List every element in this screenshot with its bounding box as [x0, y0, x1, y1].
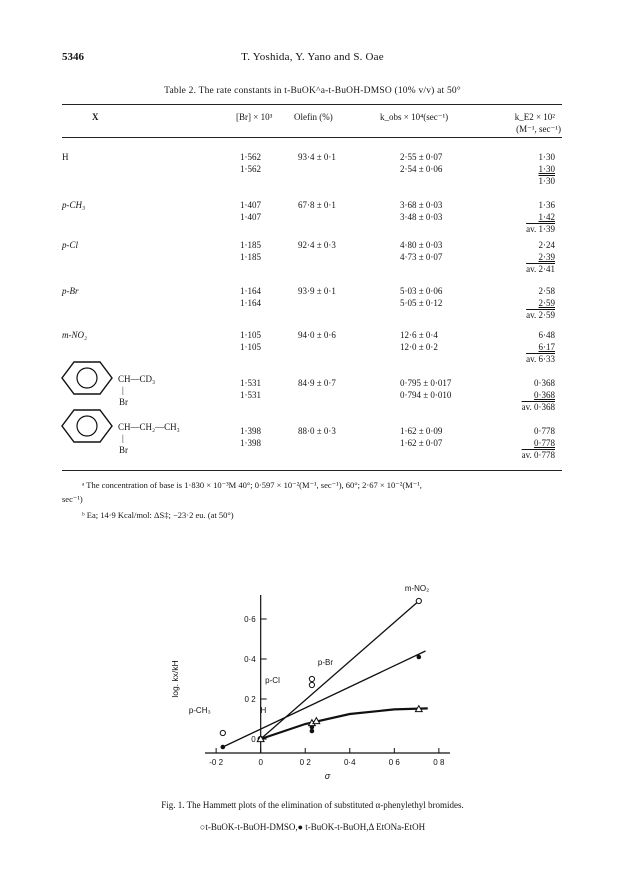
cell-br: 1·105 — [240, 342, 261, 352]
cell-x: H — [62, 152, 69, 162]
data-point-filled-circle — [221, 745, 226, 750]
cell-br: 1·531 — [240, 378, 261, 388]
cell-olefin: 67·8 ± 0·1 — [298, 200, 336, 210]
point-label: p-Br — [317, 658, 334, 667]
cell-olefin: 84·9 ± 0·7 — [298, 378, 336, 388]
point-label: H — [260, 706, 267, 715]
cell-kobs: 5·03 ± 0·06 — [400, 286, 443, 296]
cell-x: CH—CD₃ — [118, 374, 156, 384]
cell-olefin: 88·0 ± 0·3 — [298, 426, 336, 436]
x-tick-label: 0 8 — [433, 758, 445, 767]
cell-ke2: 6·48 — [538, 330, 555, 340]
cell-br: 1·531 — [240, 390, 261, 400]
cell-ke2: 0·368 — [534, 390, 555, 400]
cell-kobs: 1·62 ± 0·09 — [400, 426, 443, 436]
cell-ke2: 1·30 — [538, 152, 555, 162]
cell-x: m-NO₂ — [62, 330, 88, 340]
col-header-br: [Br] × 10³ — [236, 112, 273, 122]
footnote-a: ᵃ The concentration of base is 1·830 × 10⁻³M 40°; 0·597 × 10⁻²(M⁻¹, sec⁻¹), 60°; 2·67 × 10⁻²(M⁻¹, — [82, 480, 422, 490]
cell-kobs: 3·68 ± 0·03 — [400, 200, 443, 210]
data-point-filled-circle — [417, 655, 422, 660]
x-tick-label: 0 2 — [299, 758, 311, 767]
cell-ke2: 2·59 — [538, 298, 555, 308]
cell-ke2: 0·778 — [534, 426, 555, 436]
figure-caption: Fig. 1. The Hammett plots of the elimination of substituted α-phenylethyl bromides. — [161, 800, 464, 810]
cell-ke2: 1·42 — [538, 212, 555, 222]
cell-br: 1·407 — [240, 212, 261, 222]
cell-ke2-avg: av. 1·39 — [526, 224, 555, 234]
cell-x: p-Cl — [62, 240, 79, 250]
point-label: m-NO₂ — [404, 585, 430, 593]
cell-kobs: 0·795 ± 0·017 — [400, 378, 452, 388]
cell-ke2-avg: av. 6·33 — [526, 354, 555, 364]
cell-br: 1·398 — [240, 438, 261, 448]
legend-label: t-BuOK-t-BuOH-DMSO, — [205, 822, 298, 832]
fit-curve — [261, 708, 428, 739]
legend-marker: ○ — [199, 822, 206, 832]
point-label: p-Cl — [265, 676, 280, 685]
cell-ke2: 2·24 — [538, 240, 555, 250]
table-caption: Table 2. The rate constants in t-BuOK^a-t-BuOH-DMSO (10% v/v) at 50° — [164, 86, 461, 96]
cell-ke2: 2·58 — [538, 286, 555, 296]
x-tick-label: 0·4 — [343, 758, 356, 767]
y-tick-label: 0·4 — [244, 655, 256, 664]
cell-kobs: 2·55 ± 0·07 — [400, 152, 443, 162]
cell-ke2: 6·17 — [538, 342, 555, 352]
cell-ke2-avg: 1·30 — [538, 176, 555, 186]
point-label: p-CH₃ — [188, 706, 211, 715]
cell-kobs: 4·73 ± 0·07 — [400, 252, 443, 262]
data-point-open-circle — [309, 676, 314, 681]
x-axis-label: σ — [324, 771, 331, 781]
legend-marker: ● — [297, 822, 304, 832]
cell-kobs: 5·05 ± 0·12 — [400, 298, 443, 308]
cell-ke2-avg: av. 0·778 — [521, 450, 555, 460]
cell-kobs: 12·0 ± 0·2 — [400, 342, 438, 352]
legend-marker: Δ — [368, 822, 374, 832]
footnote-b: ᵇ Ea; 14·9 Kcal/mol: ΔS‡; −23·2 eu. (at 50°) — [82, 510, 234, 520]
page-number: 5346 — [62, 51, 84, 63]
cell-br: 1·407 — [240, 200, 261, 210]
x-tick-label: 0 — [258, 758, 263, 767]
data-point-open-circle — [309, 682, 314, 687]
figure-legend — [0, 822, 625, 832]
cell-br: 1·185 — [240, 240, 261, 250]
cell-ke2: 1·30 — [538, 164, 555, 174]
cell-ke2: 0·778 — [534, 438, 555, 448]
cell-ke2-avg: av. 2·59 — [526, 310, 555, 320]
col-header-olefin: Olefin (%) — [294, 112, 333, 122]
cell-x-bond: | — [122, 385, 124, 395]
legend-label: EtONa-EtOH — [373, 822, 426, 832]
cell-kobs: 1·62 ± 0·07 — [400, 438, 443, 448]
cell-br: 1·164 — [240, 298, 261, 308]
cell-olefin: 93·9 ± 0·1 — [298, 286, 336, 296]
cell-x: p-CH₃ — [62, 200, 86, 210]
x-tick-label: -0 2 — [209, 758, 224, 767]
cell-olefin: 94·0 ± 0·6 — [298, 330, 336, 340]
table-header-rule — [62, 137, 562, 138]
cell-x-sub: Br — [119, 397, 128, 407]
cell-br: 1·398 — [240, 426, 261, 436]
table-bottom-rule — [62, 470, 562, 471]
cell-ke2: 2·39 — [538, 252, 555, 262]
cell-olefin: 92·4 ± 0·3 — [298, 240, 336, 250]
y-tick-label: 0 2 — [244, 695, 256, 704]
data-point-filled-circle — [310, 729, 315, 734]
benzene-ring-icon — [60, 360, 118, 396]
benzene-ring-icon — [60, 408, 118, 444]
cell-ke2-avg: av. 0·368 — [521, 402, 555, 412]
col-header-kobs: k_obs × 10⁴(sec⁻¹) — [380, 112, 449, 122]
col-header-ke2: k_E2 × 10² — [514, 112, 555, 122]
cell-x-sub: Br — [119, 445, 128, 455]
cell-ke2: 1·36 — [538, 200, 555, 210]
cell-kobs: 0·794 ± 0·010 — [400, 390, 452, 400]
cell-br: 1·105 — [240, 330, 261, 340]
cell-kobs: 2·54 ± 0·06 — [400, 164, 443, 174]
y-tick-label: 0·6 — [244, 615, 256, 624]
cell-kobs: 4·80 ± 0·03 — [400, 240, 443, 250]
y-tick-label: 0 — [251, 735, 256, 744]
running-authors: T. Yoshida, Y. Yano and S. Oae — [241, 51, 384, 63]
cell-br: 1·562 — [240, 152, 261, 162]
col-header-ke2-units: (M⁻¹, sec⁻¹) — [516, 124, 561, 134]
footnote-a-cont: sec⁻¹) — [62, 494, 83, 504]
cell-br: 1·185 — [240, 252, 261, 262]
legend-label: t-BuOK-t-BuOH, — [303, 822, 369, 832]
hammett-plot — [150, 585, 480, 785]
x-tick-label: 0 6 — [388, 758, 400, 767]
cell-x: p-Br — [62, 286, 79, 296]
cell-x-bond: | — [122, 433, 124, 443]
y-axis-label: log. kx/kH — [170, 660, 180, 698]
cell-br: 1·164 — [240, 286, 261, 296]
table-top-rule — [62, 104, 562, 105]
data-point-open-circle — [220, 730, 225, 735]
cell-olefin: 93·4 ± 0·1 — [298, 152, 336, 162]
cell-br: 1·562 — [240, 164, 261, 174]
cell-ke2-avg: av. 2·41 — [526, 264, 555, 274]
cell-kobs: 12·6 ± 0·4 — [400, 330, 438, 340]
cell-ke2: 0·368 — [534, 378, 555, 388]
cell-x: CH—CH₂—CH₃ — [118, 422, 180, 432]
cell-kobs: 3·48 ± 0·03 — [400, 212, 443, 222]
data-point-open-circle — [416, 598, 421, 603]
col-header-x: X — [92, 112, 99, 122]
